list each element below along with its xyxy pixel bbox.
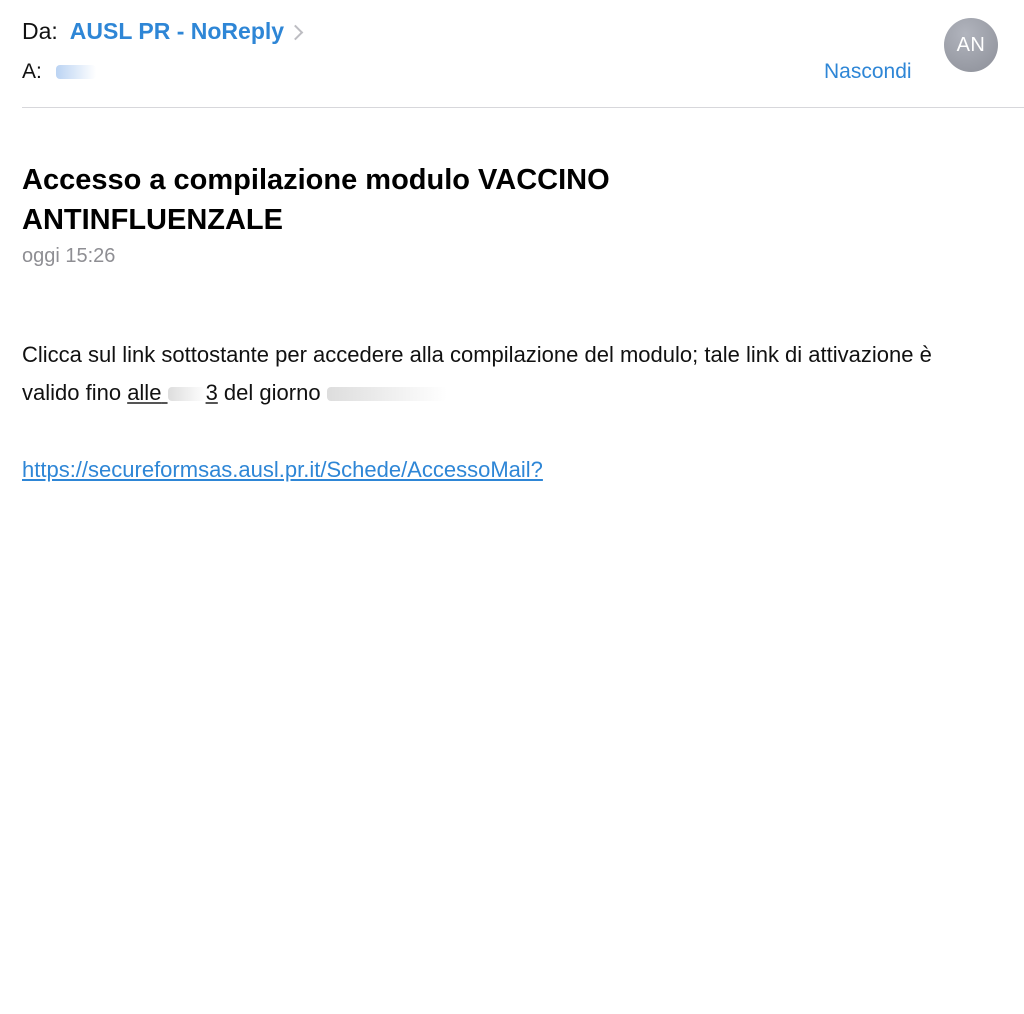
header-divider — [22, 107, 1024, 108]
redacted-date — [327, 387, 447, 401]
mail-header — [0, 0, 1024, 108]
to-row — [22, 58, 96, 86]
hide-details-button[interactable]: Nascondi — [824, 60, 912, 83]
body-alle: alle — [127, 380, 162, 405]
message-body — [22, 336, 982, 412]
recipient-redacted[interactable] — [56, 65, 96, 79]
message-date: oggi 15:26 — [22, 245, 116, 267]
body-text-part2: del giorno — [217, 380, 327, 405]
to-label: A: — [22, 60, 42, 83]
avatar[interactable]: AN — [944, 18, 998, 72]
body-text-part1: Clicca sul link sottostante per accedere alla compilazione del modulo; tale link di attivazione è valido fino — [22, 342, 932, 405]
from-row — [22, 14, 301, 48]
chevron-right-icon[interactable] — [288, 24, 304, 40]
body-time-suffix: 3 — [205, 380, 218, 405]
access-form-link[interactable]: https://secureformsas.ausl.pr.it/Schede/AccessoMail? — [22, 457, 543, 482]
from-label: Da: — [22, 17, 58, 44]
body-time — [127, 380, 218, 405]
sender-name[interactable]: AUSL PR - NoReply — [69, 17, 285, 44]
message-subject: Accesso a compilazione modulo VACCINO ANTINFLUENZALE — [22, 164, 610, 236]
redacted-time — [168, 387, 206, 401]
